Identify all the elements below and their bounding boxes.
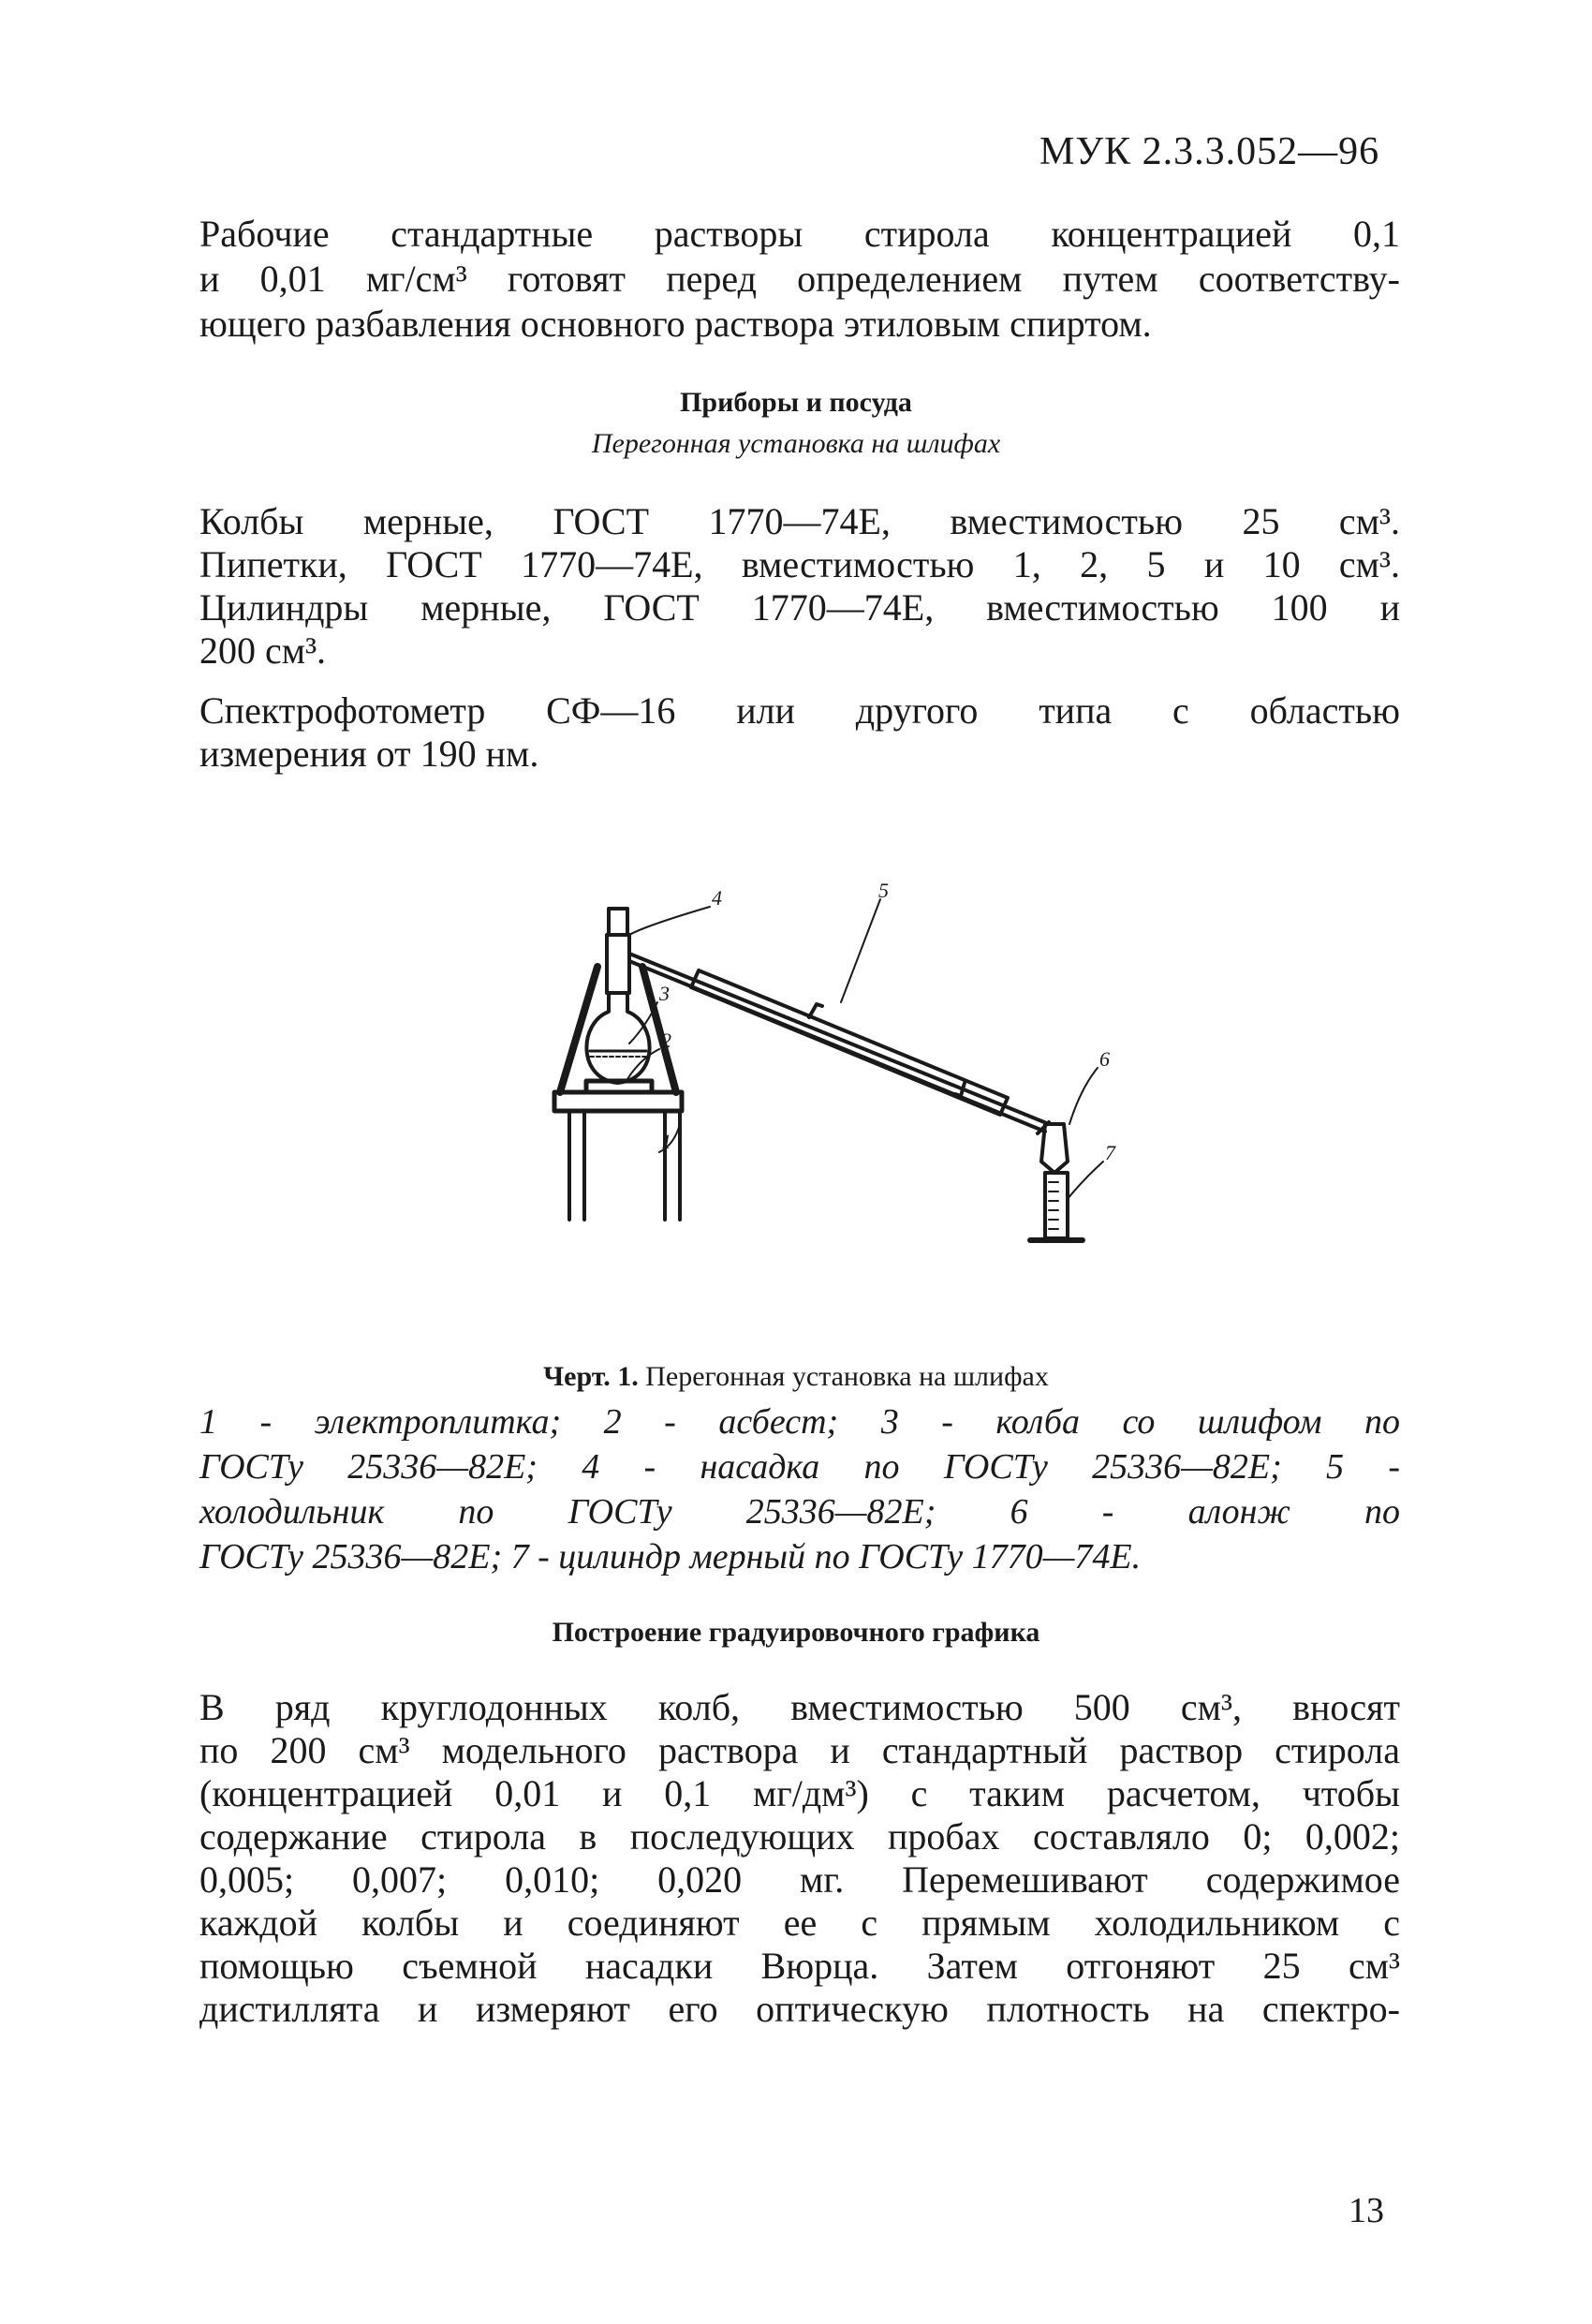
thermometer-top [609,909,627,935]
round-bottom-flask [586,993,649,1083]
figure-caption-text: Перегонная установка на шлифах [645,1361,1049,1392]
calibration-paragraph [199,1686,1400,2031]
hotplate-stand-top [554,1092,682,1111]
figure-label-7: 7 [1105,1141,1115,1164]
figure-caption-prefix: Черт. 1. [543,1361,639,1392]
paragraph-line: дистиллята и измеряют его оптическую плотность на спектро- [199,1988,1400,2030]
section-subtitle-distillation: Перегонная установка на шлифах [591,428,1001,459]
figure-label-2: 2 [661,1029,671,1052]
still-head [607,935,629,993]
figure-label-4: 4 [712,886,722,910]
intro-paragraph [199,212,1400,347]
equipment-line: Спектрофотометр СФ—16 или другого типа с областью [199,689,1400,732]
allonge [1041,1124,1068,1173]
legend-line: холодильник по ГОСТу 25336—82Е; 6 - алонж по [199,1492,1400,1532]
paragraph-line: Рабочие стандартные растворы стирола концентрацией 0,1 [199,213,1400,255]
leader-line [629,907,710,935]
legend-line: 1 - электроплитка; 2 - асбест; 3 - колба со шлифом по [199,1402,1400,1442]
paragraph-line: помощью съемной насадки Вюрца. Затем отгоняют 25 см³ [199,1945,1400,1987]
section-title-equipment: Приборы и посуда [680,387,912,418]
figure-legend [199,1399,1400,1579]
side-arm [629,954,1049,1124]
paragraph-line: содержание стирола в последующих пробах составляло 0; 0,002; [199,1815,1400,1858]
distillation-apparatus-figure [524,843,1161,1255]
paragraph-line: и 0,01 мг/см³ готовят перед определением путем соответству- [199,258,1400,300]
leader-line [1068,1162,1103,1199]
paragraph-line: по 200 см³ модельного раствора и стандартный раствор стирола [199,1729,1400,1771]
figure-label-5: 5 [878,879,889,902]
paragraph-line: В ряд круглодонных колб, вместимостью 500 см³, вносят [199,1686,1400,1728]
paragraph-line: ющего разбавления основного раствора этиловым спиртом. [199,303,1152,345]
section-title-calibration: Построение градуировочного графика [552,1617,1040,1648]
figure-caption [0,1361,1592,1393]
equipment-line: Пипетки, ГОСТ 1770—74Е, вместимостью 1, 2, 5 и 10 см³. [199,543,1400,585]
equipment-line: 200 см³. [199,629,327,672]
legend-line: ГОСТу 25336—82Е; 4 - насадка по ГОСТу 25336—82Е; 5 - [199,1447,1400,1487]
figure-label-3: 3 [659,982,670,1005]
equipment-line: измерения от 190 нм. [199,733,539,775]
leader-line [627,1049,659,1079]
paragraph-line: каждой колбы и соединяют ее с прямым холодильником с [199,1902,1400,1944]
leader-line [841,899,880,1002]
figure-label-1: 1 [661,1130,671,1153]
document-code: МУК 2.3.3.052—96 [1039,130,1380,173]
legend-line: ГОСТу 25336—82Е; 7 - цилиндр мерный по ГОСТу 1770—74Е. [199,1537,1142,1576]
figure-label-6: 6 [1099,1047,1110,1071]
page-number: 13 [1349,2191,1384,2230]
equipment-line: Колбы мерные, ГОСТ 1770—74Е, вместимостью 25 см³. [199,500,1400,542]
equipment-line: Цилиндры мерные, ГОСТ 1770—74Е, вместимостью 100 и [199,586,1400,629]
leader-line [1069,1068,1098,1124]
paragraph-line: (концентрацией 0,01 и 0,1 мг/дм³) с таким расчетом, чтобы [199,1772,1400,1814]
equipment-list [199,500,1400,776]
paragraph-line: 0,005; 0,007; 0,010; 0,020 мг. Перемешивают содержимое [199,1858,1400,1901]
